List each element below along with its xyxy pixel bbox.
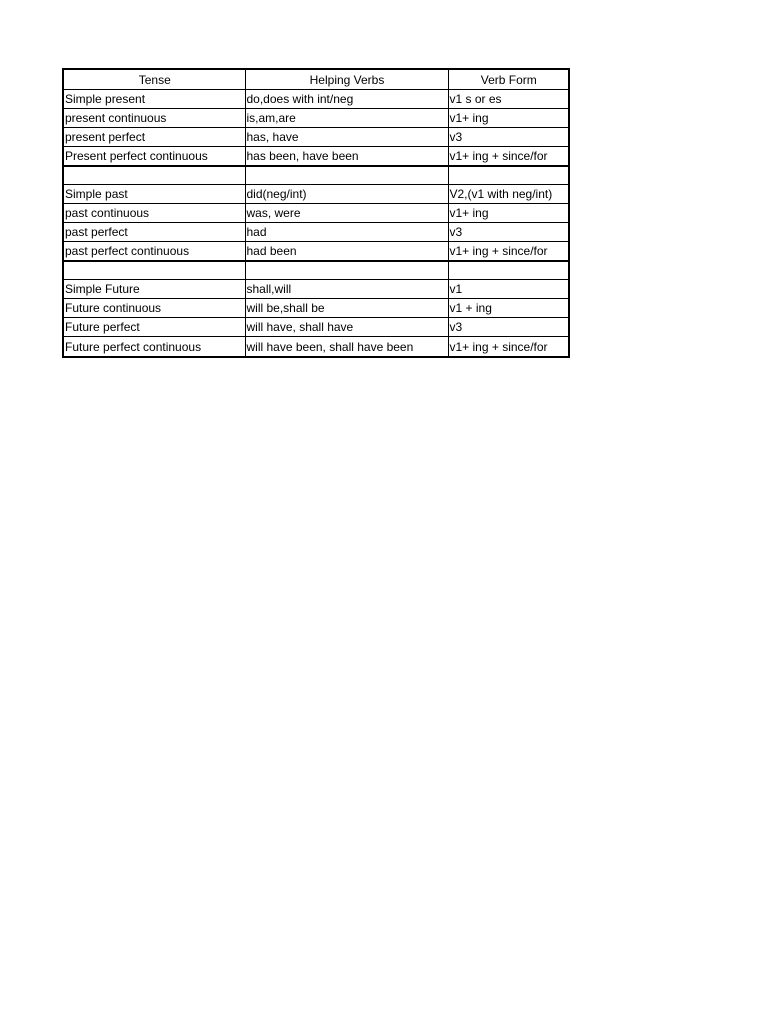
cell-empty [448, 261, 569, 280]
cell-tense: past perfect [63, 223, 245, 242]
table-row [63, 299, 569, 318]
table-row [63, 185, 569, 204]
header-row [63, 69, 569, 90]
table-row [63, 318, 569, 337]
cell-verb-form: V2,(v1 with neg/int) [448, 185, 569, 204]
spacer-row [63, 166, 569, 185]
cell-empty [63, 166, 245, 185]
cell-helping-verbs: had [245, 223, 448, 242]
table-row [63, 109, 569, 128]
cell-tense: present continuous [63, 109, 245, 128]
cell-helping-verbs: was, were [245, 204, 448, 223]
spacer-row [63, 261, 569, 280]
cell-tense: Future perfect [63, 318, 245, 337]
cell-helping-verbs: has been, have been [245, 147, 448, 167]
cell-helping-verbs: will have been, shall have been [245, 337, 448, 358]
table-row [63, 147, 569, 167]
cell-helping-verbs: will be,shall be [245, 299, 448, 318]
header-verb-form: Verb Form [448, 69, 569, 90]
header-tense: Tense [63, 69, 245, 90]
cell-tense: Simple present [63, 90, 245, 109]
cell-helping-verbs: do,does with int/neg [245, 90, 448, 109]
cell-empty [63, 261, 245, 280]
cell-tense: past continuous [63, 204, 245, 223]
cell-verb-form: v3 [448, 318, 569, 337]
cell-tense: Present perfect continuous [63, 147, 245, 167]
cell-empty [245, 261, 448, 280]
cell-verb-form: v1 s or es [448, 90, 569, 109]
table-row [63, 242, 569, 262]
cell-helping-verbs: had been [245, 242, 448, 262]
cell-verb-form: v1+ ing [448, 109, 569, 128]
spreadsheet [62, 68, 570, 358]
cell-helping-verbs: has, have [245, 128, 448, 147]
cell-helping-verbs: shall,will [245, 280, 448, 299]
table-row [63, 90, 569, 109]
table-row [63, 337, 569, 358]
cell-verb-form: v1+ ing [448, 204, 569, 223]
table-row [63, 128, 569, 147]
cell-verb-form: v1 [448, 280, 569, 299]
cell-verb-form: v1+ ing + since/for [448, 147, 569, 167]
cell-tense: Future perfect continuous [63, 337, 245, 358]
cell-verb-form: v1+ ing + since/for [448, 337, 569, 358]
tense-table [62, 68, 570, 358]
cell-tense: Simple past [63, 185, 245, 204]
header-helping-verbs: Helping Verbs [245, 69, 448, 90]
cell-tense: past perfect continuous [63, 242, 245, 262]
table-row [63, 280, 569, 299]
cell-tense: present perfect [63, 128, 245, 147]
cell-empty [448, 166, 569, 185]
cell-helping-verbs: did(neg/int) [245, 185, 448, 204]
cell-verb-form: v1+ ing + since/for [448, 242, 569, 262]
cell-tense: Simple Future [63, 280, 245, 299]
table-row [63, 204, 569, 223]
cell-verb-form: v3 [448, 128, 569, 147]
table-row [63, 223, 569, 242]
cell-empty [245, 166, 448, 185]
cell-helping-verbs: is,am,are [245, 109, 448, 128]
cell-verb-form: v3 [448, 223, 569, 242]
cell-verb-form: v1 + ing [448, 299, 569, 318]
cell-tense: Future continuous [63, 299, 245, 318]
cell-helping-verbs: will have, shall have [245, 318, 448, 337]
